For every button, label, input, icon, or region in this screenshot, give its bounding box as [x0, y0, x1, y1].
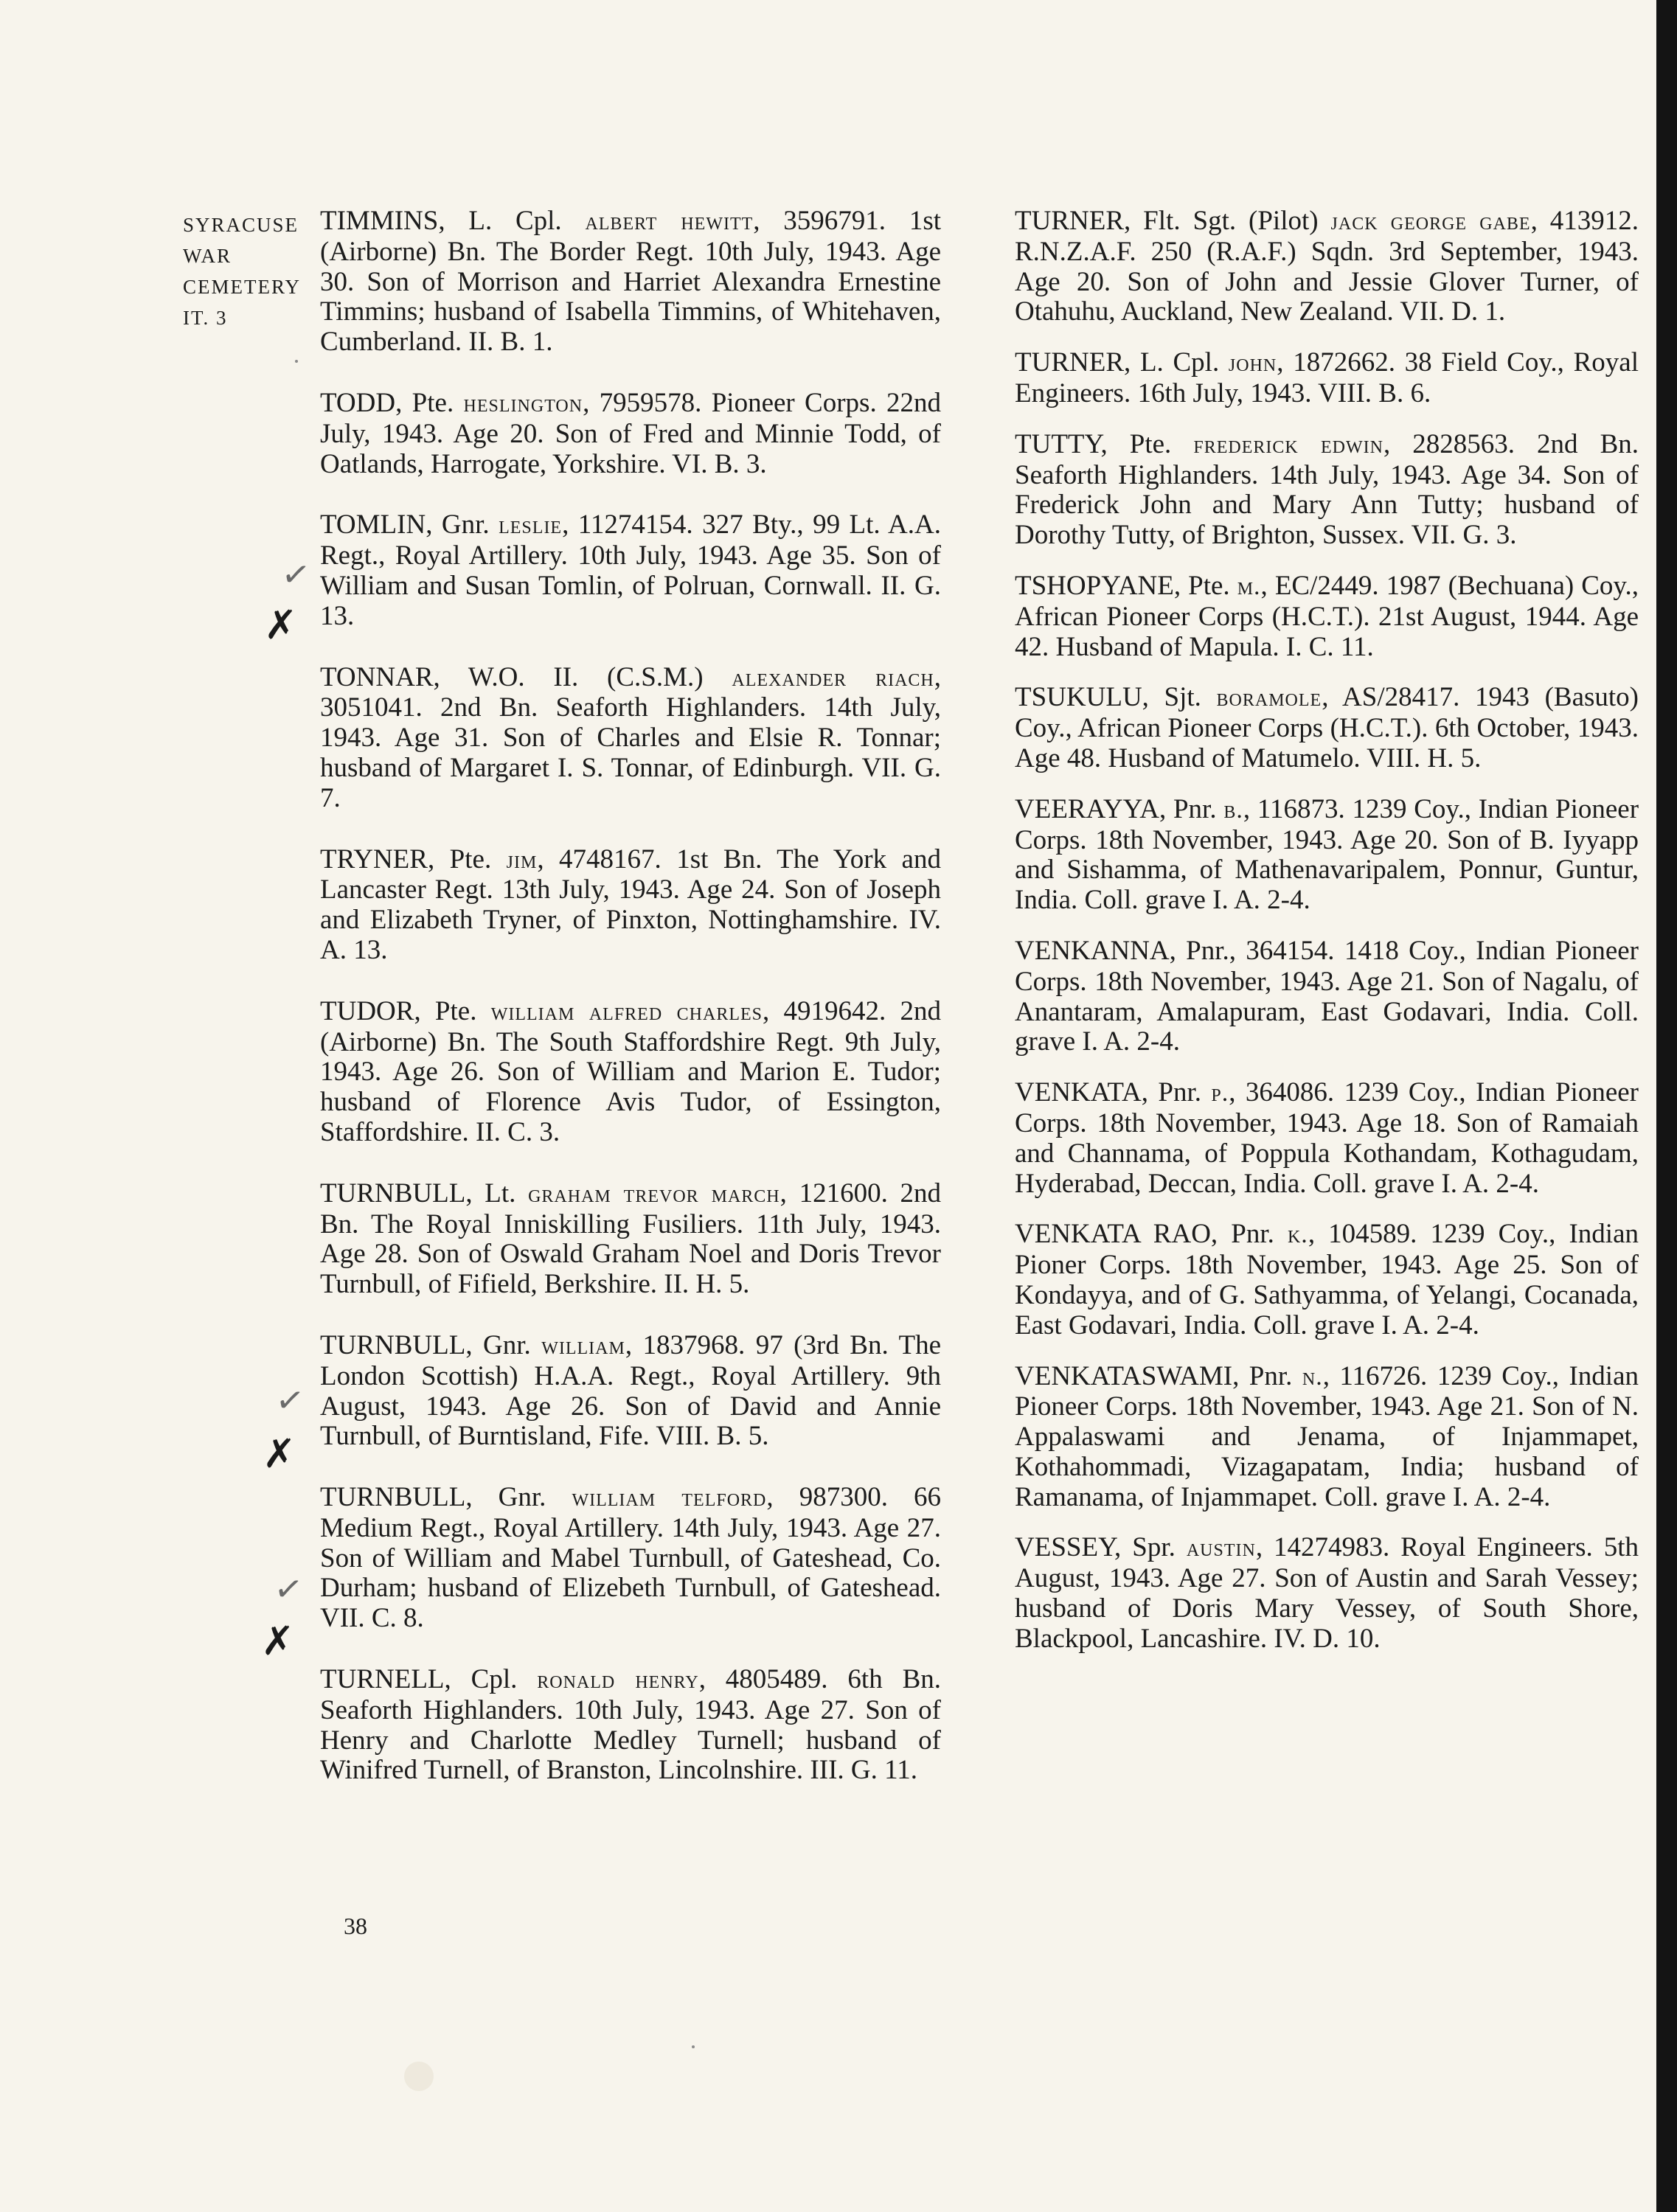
casualty-entry — [1015, 1078, 1639, 1199]
entry-name: TOMLIN, Gnr. — [320, 509, 490, 540]
casualty-entry — [1015, 683, 1639, 773]
entry-name: TODD, Pte. — [320, 387, 454, 418]
entry-given-names: n. — [1302, 1363, 1323, 1391]
entry-details: , 3051041. 2nd Bn. Seaforth Highlanders. 14th July, 1943. Age 31. Son of Charles and Elsie R. Tonnar; husband of Margaret I. S. Tonnar, of Edinburgh. VII. G. 7. — [320, 661, 941, 813]
entry-given-names: b. — [1223, 796, 1243, 824]
casualty-entry — [1015, 1220, 1639, 1340]
casualty-entry — [1015, 206, 1639, 327]
paper-speck — [295, 360, 298, 363]
entry-name: TSHOPYANE, Pte. — [1015, 570, 1230, 601]
casualty-entry — [320, 1665, 941, 1786]
entry-name: TIMMINS, L. Cpl. — [320, 206, 562, 236]
entry-details: , 1872662. 38 Field Coy., Royal Engineers. 16th July, 1943. VIII. B. 6. — [1015, 347, 1639, 408]
entry-given-names: alexander riach — [732, 664, 934, 692]
paper-stain — [404, 2062, 434, 2091]
cemetery-label-line: WAR — [183, 245, 232, 267]
entry-given-names: leslie — [499, 512, 563, 540]
casualty-entry — [320, 510, 941, 631]
entry-given-names: william alfred charles — [490, 998, 763, 1026]
casualty-entry — [320, 997, 941, 1148]
entry-details: , 4919642. 2nd (Airborne) Bn. The South Staffordshire Regt. 9th July, 1943. Age 26. Son of William and Marion E. Tudor; husband of Florence Avis Tudor, of Essington, Staffordshire. II. C. 3. — [320, 995, 941, 1147]
casualty-entry — [320, 389, 941, 479]
entry-name: TURNELL, Cpl. — [320, 1664, 518, 1695]
entry-name: TURNER, Flt. Sgt. (Pilot) — [1015, 206, 1319, 236]
entry-name: TONNAR, W.O. II. (C.S.M.) — [320, 661, 704, 692]
casualty-entry — [1015, 430, 1639, 551]
tick-mark-icon: ✓ — [279, 552, 313, 597]
tick-mark-icon: ✓ — [273, 1378, 308, 1422]
entry-details: , 116726. 1239 Coy., Indian Pioneer Corps. 18th November, 1943. Age 21. Son of N. Appalaswami and Jenama, of Injammapet, Kothahommadi, Vizagapatam, India; husband of Ramanama, of Injammapet. Coll. grave I. A. 2-4. — [1015, 1360, 1639, 1512]
entry-name: TURNER, L. Cpl. — [1015, 347, 1220, 378]
entry-details: , 4748167. 1st Bn. The York and Lancaster Regt. 13th July, 1943. Age 24. Son of Joseph and Elizabeth Tryner, of Pinxton, Nottinghamshire. IV. A. 13. — [320, 844, 941, 965]
entry-given-names: heslington — [463, 389, 583, 417]
casualty-entry — [320, 845, 941, 966]
entry-given-names: k. — [1287, 1221, 1308, 1249]
entry-name: VESSEY, Spr. — [1015, 1532, 1176, 1563]
casualty-entry — [320, 663, 941, 814]
entry-details: , 4805489. 6th Bn. Seaforth Highlanders. 10th July, 1943. Age 27. Son of Henry and Charlotte Medley Turnell; husband of Winifred Turnell, of Branston, Lincolnshire. III. G. 11. — [320, 1664, 941, 1786]
entry-name: TURNBULL, Gnr. — [320, 1482, 546, 1513]
casualty-entry — [1015, 1362, 1639, 1513]
entry-name: VENKATA RAO, Pnr. — [1015, 1219, 1274, 1250]
cemetery-label-line: IT. 3 — [183, 307, 228, 329]
entry-details: , 364154. 1418 Coy., Indian Pioneer Corps. 18th November, 1943. Age 21. Son of Nagalu, of Anantaram, Amalapuram, East Godavari, India. Coll. grave I. A. 2-4. — [1015, 935, 1639, 1057]
entry-name: TRYNER, Pte. — [320, 844, 492, 874]
entry-given-names: john — [1228, 349, 1277, 378]
entry-details: , AS/28417. 1943 (Basuto) Coy., African Pioneer Corps (H.C.T.). 6th October, 1943. Age 48. Husband of Matumelo. VIII. H. 5. — [1015, 682, 1639, 773]
entry-details: , 364086. 1239 Coy., Indian Pioneer Corps. 18th November, 1943. Age 18. Son of Ramaiah and Channama, of Poppula Kothandam, Kothagudam, Hyderabad, Deccan, India. Coll. grave I. A. 2-4. — [1015, 1077, 1639, 1199]
entry-details: , 116873. 1239 Coy., Indian Pioneer Corps. 18th November, 1943. Age 20. Son of B. Iyyapp and Sishamma, of Mathenavaripalem, Ponnur, Guntur, India. Coll. grave I. A. 2-4. — [1015, 793, 1639, 916]
casualty-entry — [1015, 795, 1639, 916]
cross-mark-icon: ✗ — [263, 1430, 296, 1477]
page-edge — [1656, 0, 1677, 2212]
entry-details: , 121600. 2nd Bn. The Royal Inniskilling Fusiliers. 11th July, 1943. Age 28. Son of Oswald Graham Noel and Doris Trevor Turnbull, of Fifield, Berkshire. II. H. 5. — [320, 1178, 942, 1300]
entry-given-names: frederick edwin — [1193, 431, 1383, 459]
cross-mark-icon: ✗ — [261, 1618, 295, 1664]
entry-details: , 413912. R.N.Z.A.F. 250 (R.A.F.) Sqdn. 3rd September, 1943. Age 20. Son of John and Jessie Glover Turner, of Otahuhu, Auckland, New Zealand. VII. D. 1. — [1015, 206, 1639, 327]
entry-details: , 7959578. Pioneer Corps. 22nd July, 1943. Age 20. Son of Fred and Minnie Todd, of Oatlands, Harrogate, Yorkshire. VI. B. 3. — [320, 387, 942, 479]
cemetery-label — [183, 209, 301, 333]
entry-given-names: william — [541, 1332, 625, 1360]
entry-given-names: jim — [506, 846, 538, 874]
casualty-entry — [320, 206, 941, 358]
entry-given-names: albert hewitt — [585, 208, 754, 235]
casualty-entry — [320, 1179, 941, 1300]
right-column — [1015, 206, 1639, 1675]
entry-given-names: austin — [1186, 1534, 1256, 1562]
entry-details: , 104589. 1239 Coy., Indian Pioner Corps. 18th November, 1943. Age 25. Son of Kondayya, and of G. Sathyamma, of Yelangi, Cocanada, East Godavari, India. Coll. grave I. A. 2-4. — [1015, 1219, 1639, 1340]
entry-given-names: m. — [1237, 572, 1261, 600]
entry-name: TSUKULU, Sjt. — [1015, 682, 1201, 713]
casualty-entry — [320, 1331, 941, 1452]
casualty-entry — [1015, 348, 1639, 409]
entry-name: VENKANNA, Pnr. — [1015, 935, 1229, 966]
entry-given-names: graham trevor march — [528, 1180, 780, 1208]
entry-details: , 11274154. 327 Bty., 99 Lt. A.A. Regt., Royal Artillery. 10th July, 1943. Age 35. Son of William and Susan Tomlin, of Polruan, Cornwall. II. G. 13. — [320, 509, 942, 631]
entry-name: VENKATA, Pnr. — [1015, 1077, 1201, 1108]
paper-speck — [692, 2045, 695, 2048]
entry-given-names: jack george gabe — [1330, 208, 1531, 235]
entry-details: , 2828563. 2nd Bn. Seaforth Highlanders. 14th July, 1943. Age 34. Son of Frederick John and Mary Ann Tutty; husband of Dorothy Tutty, of Brighton, Sussex. VII. G. 3. — [1015, 428, 1639, 551]
entry-given-names: william telford — [572, 1484, 767, 1512]
entry-name: VENKATASWAMI, Pnr. — [1015, 1360, 1293, 1391]
cemetery-label-line: SYRACUSE — [183, 214, 299, 236]
entry-given-names: ronald henry — [537, 1666, 699, 1694]
entry-details: , 3596791. 1st (Airborne) Bn. The Border Regt. 10th July, 1943. Age 30. Son of Morrison and Harriet Alexandra Ernestine Timmins; husband of Isabella Timmins, of Whitehaven, Cumberland. II. B. 1. — [320, 206, 941, 358]
casualty-entry — [320, 1483, 941, 1634]
cross-mark-icon: ✗ — [264, 602, 298, 648]
entry-name: TUTTY, Pte. — [1015, 428, 1172, 459]
entry-given-names: boramole — [1216, 684, 1322, 712]
entry-details: , 14274983. Royal Engineers. 5th August, 1943. Age 27. Son of Austin and Sarah Vessey; husband of Doris Mary Vessey, of South Shore, Blackpool, Lancashire. IV. D. 10. — [1015, 1532, 1639, 1654]
casualty-entry — [1015, 571, 1639, 662]
entry-details: , EC/2449. 1987 (Bechuana) Coy., African Pioneer Corps (H.C.T.). 21st August, 1944. Age 42. Husband of Mapula. I. C. 11. — [1015, 570, 1639, 662]
entry-name: TURNBULL, Gnr. — [320, 1329, 531, 1360]
page-number: 38 — [344, 1913, 367, 1939]
entry-name: TUDOR, Pte. — [320, 995, 477, 1026]
casualty-entry — [1015, 936, 1639, 1057]
entry-name: VEERAYYA, Pnr. — [1015, 793, 1217, 824]
entry-name: TURNBULL, Lt. — [320, 1178, 516, 1208]
entry-details: , 987300. 66 Medium Regt., Royal Artillery. 14th July, 1943. Age 27. Son of William and Mabel Turnbull, of Gateshead, Co. Durham; husband of Elizebeth Turnbull, of Gateshead. VII. C. 8. — [320, 1482, 942, 1634]
tick-mark-icon: ✓ — [271, 1567, 306, 1611]
entry-given-names: p. — [1211, 1079, 1229, 1107]
cemetery-label-line: CEMETERY — [183, 276, 302, 298]
casualty-entry — [1015, 1533, 1639, 1654]
entry-details: , 1837968. 97 (3rd Bn. The London Scottish) H.A.A. Regt., Royal Artillery. 9th August, 1943. Age 26. Son of David and Annie Turnbull, of Burntisland, Fife. VIII. B. 5. — [320, 1329, 941, 1452]
left-column — [320, 206, 941, 1817]
